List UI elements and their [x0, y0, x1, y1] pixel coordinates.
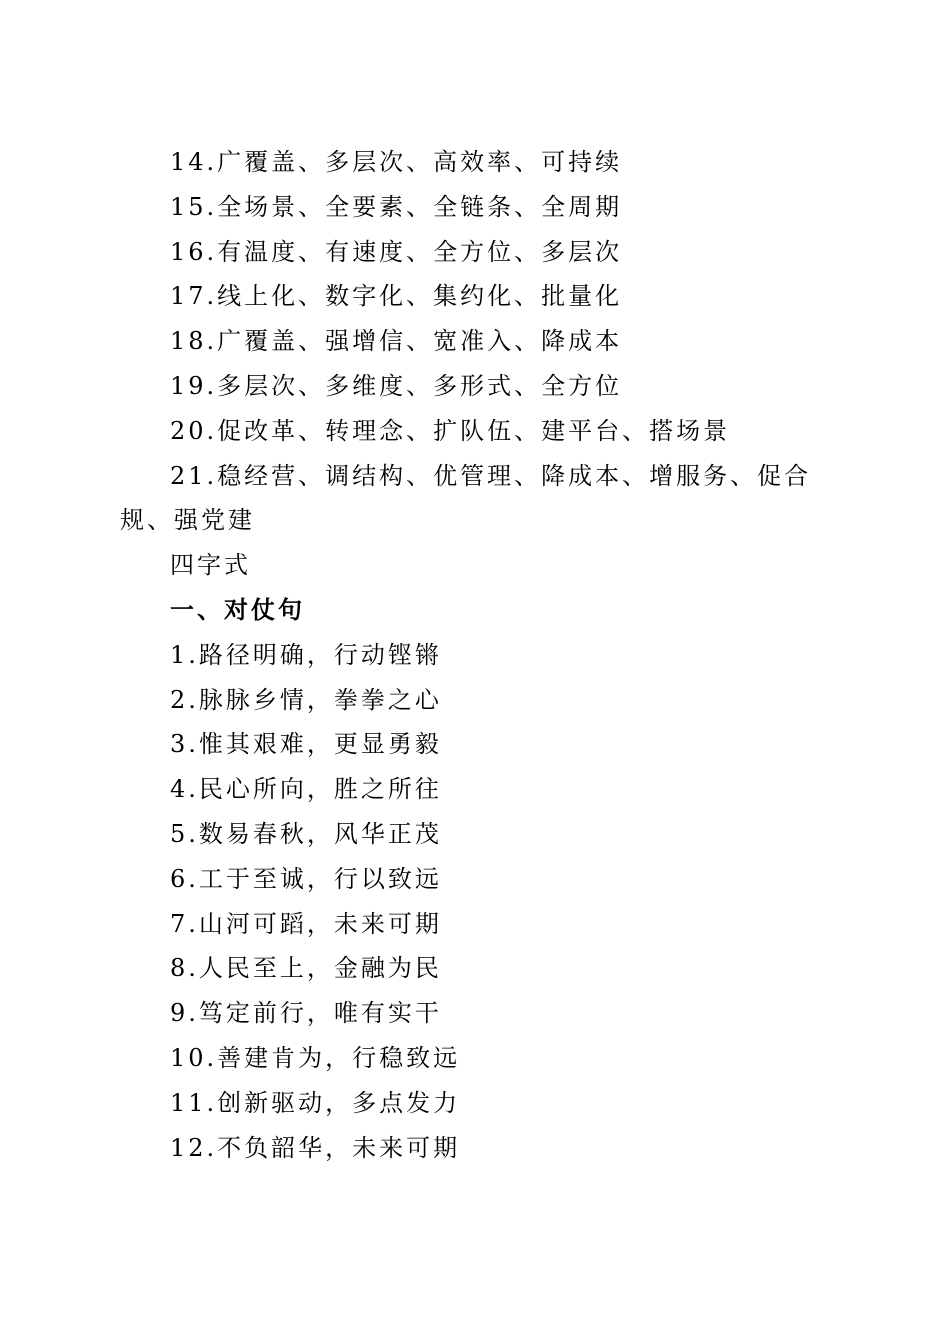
- phrase-item-2: 2.脉脉乡情，拳拳之心: [170, 685, 442, 714]
- list-item-14: 14.广覆盖、多层次、高效率、可持续: [170, 148, 623, 176]
- phrase-item-7: 7.山河可蹈，未来可期: [170, 909, 442, 938]
- phrase-item-4: 4.民心所向，胜之所往: [170, 775, 442, 804]
- list-item-20: 20.促改革、转理念、扩队伍、建平台、搭场景: [170, 416, 731, 445]
- list-item-19: 19.多层次、多维度、多形式、全方位: [170, 371, 623, 400]
- list-item-16: 16.有温度、有速度、全方位、多层次: [170, 237, 623, 266]
- document-body: [120, 140, 830, 1170]
- phrase-item-5: 5.数易春秋，风华正茂: [170, 819, 442, 848]
- list-item-18: 18.广覆盖、强增信、宽准入、降成本: [170, 327, 623, 356]
- phrase-item-6: 6.工于至诚，行以致远: [170, 864, 442, 893]
- phrase-item-10: 10.善建肯为，行稳致远: [170, 1043, 461, 1072]
- phrase-item-9: 9.笃定前行，唯有实干: [170, 999, 442, 1028]
- phrase-item-8: 8.人民至上，金融为民: [170, 954, 442, 983]
- list-item-17: 17.线上化、数字化、集约化、批量化: [170, 282, 623, 311]
- section-label: 四字式: [170, 551, 251, 580]
- phrase-item-12: 12.不负韶华，未来可期: [170, 1133, 461, 1162]
- list-item-15: 15.全场景、全要素、全链条、全周期: [170, 192, 623, 221]
- section-heading: 一、对仗句: [170, 595, 305, 624]
- phrase-item-1: 1.路径明确，行动铿锵: [170, 640, 442, 669]
- phrase-item-11: 11.创新驱动，多点发力: [170, 1088, 461, 1117]
- list-item-21: 21.稳经营、调结构、优管理、降成本、增服务、促合规、强党建: [120, 461, 812, 535]
- phrase-item-3: 3.惟其艰难，更显勇毅: [170, 730, 442, 759]
